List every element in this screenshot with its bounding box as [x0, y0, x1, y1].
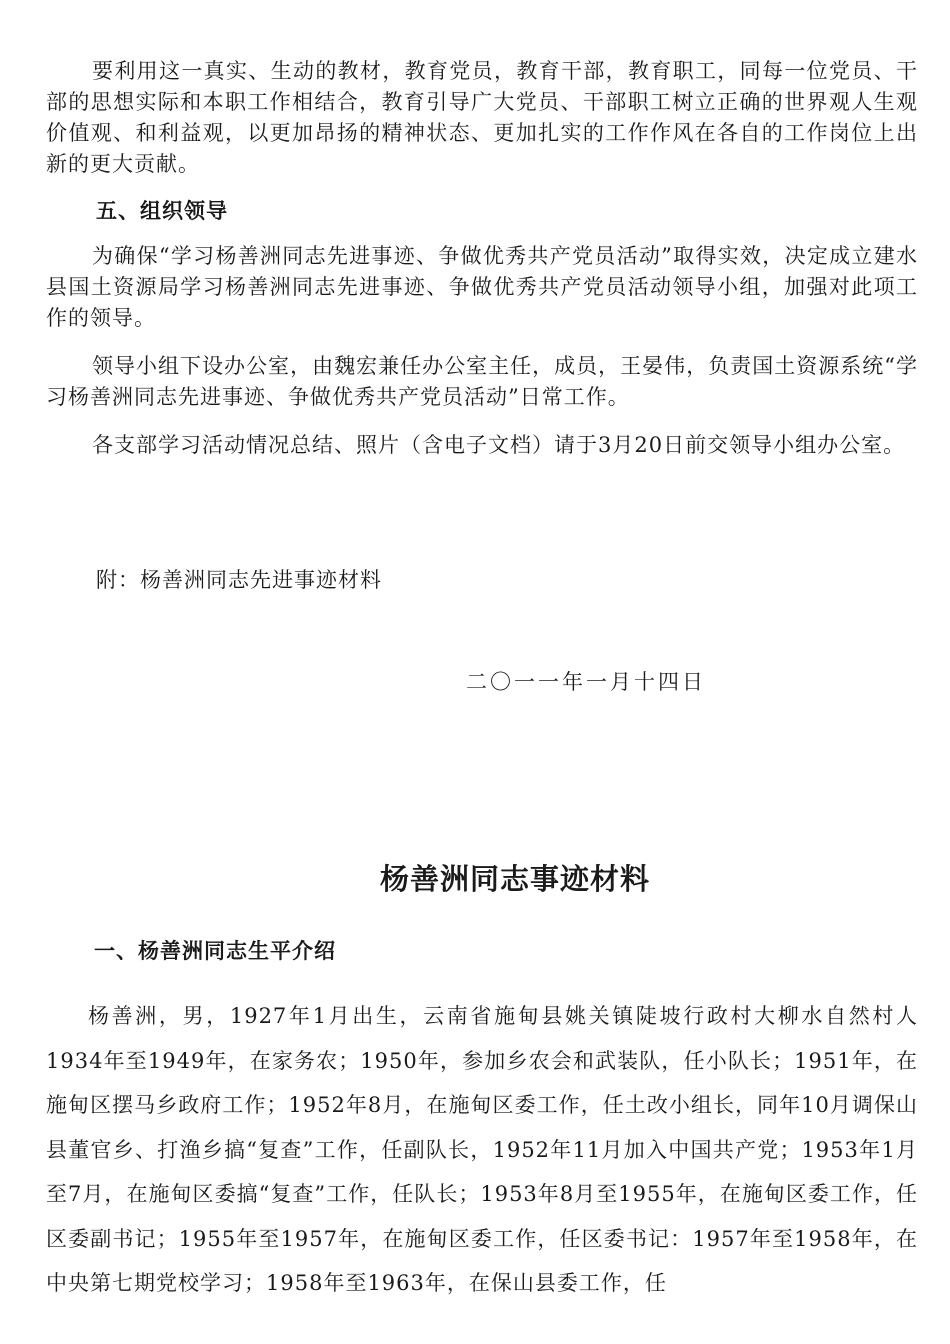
education-paragraph: 要利用这一真实、生动的教材，教育党员，教育干部，教育职工，同每一位党员、干部的思想实际和本职工作相结合，教育引导广大党员、干部职工树立正确的世界观人生观价值观、和利益观，以更加昂扬的精神状态、更加扎实的工作作风在各自的工作岗位上出新的更大贡献。 [46, 59, 918, 176]
biography-paragraph: 杨善洲，男，1927年1月出生，云南省施甸县姚关镇陡坡行政村大柳水自然村人1934年至1949年，在家务农；1950年，参加乡农会和武装队，任小队长；1951年，在施甸区摆马乡政府工作；1952年8月，在施甸区委工作，任土改小组长，同年10月调保山县董官乡、打渔乡搞“复查”工作，任副队长，1952年11月加入中国共产党；1953年1月至7月，在施甸区委搞“复查”工作，任队长；1953年8月至1955年，在施甸区委工作，任区委副书记；1955年至1957年，在施甸区委工作，任区委书记：1957年至1958年，在中央第七期党校学习；1958年至1963年，在保山县委工作，任 [46, 1004, 918, 1295]
material-title: 杨善洲同志事迹材料 [379, 862, 650, 896]
deadline-paragraph: 各支部学习活动情况总结、照片（含电子文档）请于3月20日前交领导小组办公室。 [92, 433, 906, 457]
document-date: 二〇一一年一月十四日 [466, 670, 706, 694]
section-heading-organization: 五、组织领导 [96, 199, 228, 223]
office-paragraph: 领导小组下设办公室，由魏宏兼任办公室主任，成员，王晏伟，负责国土资源系统“学习杨善洲同志先进事迹、争做优秀共产党员活动”日常工作。 [46, 354, 918, 409]
section-heading-biography: 一、杨善洲同志生平介绍 [94, 939, 336, 963]
leadership-paragraph: 为确保“学习杨善洲同志先进事迹、争做优秀共产党员活动”取得实效，决定成立建水县国土资源局学习杨善洲同志先进事迹、争做优秀共产党员活动领导小组，加强对此项工作的领导。 [46, 244, 918, 330]
attachment-note: 附：杨善洲同志先进事迹材料 [96, 568, 382, 592]
